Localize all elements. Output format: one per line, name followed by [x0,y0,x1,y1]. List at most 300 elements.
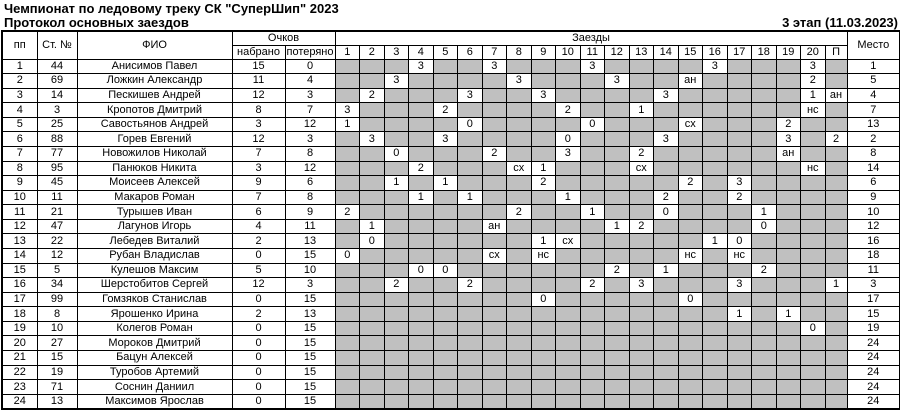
heat-cell [335,146,360,161]
place-cell: 24 [847,380,900,395]
heat-cell [580,132,605,147]
heat-cell [335,365,360,380]
heat-cell [703,292,728,307]
name-cell: Лагунов Игорь [77,219,232,234]
heat-cell [384,59,409,74]
gained-cell: 2 [232,234,285,249]
heat-cell [629,321,654,336]
start-number-cell: 88 [37,132,77,147]
place-cell: 6 [847,176,900,191]
table-row [2,190,900,205]
heat-cell [384,161,409,176]
heat-cell [556,117,581,132]
heat-cell [801,234,826,249]
heat-cell [703,307,728,322]
col-header-heat-4: 4 [409,45,434,59]
heat-cell: 3 [360,132,385,147]
lost-cell: 3 [285,132,335,147]
heat-cell [654,307,679,322]
place-cell: 24 [847,394,900,409]
col-header-heat-14: 14 [654,45,679,59]
heat-cell [801,336,826,351]
lost-cell: 15 [285,321,335,336]
playoff-cell [825,351,847,366]
heat-cell: 3 [629,278,654,293]
heat-cell [384,219,409,234]
heat-cell: 2 [629,219,654,234]
heat-cell [433,380,458,395]
name-cell: Новожилов Николай [77,146,232,161]
heat-cell [458,249,483,264]
heat-cell [703,321,728,336]
heat-cell [458,351,483,366]
heat-cell [458,59,483,74]
heat-cell [629,263,654,278]
heat-cell: 3 [605,74,630,89]
heat-cell [727,351,752,366]
name-cell: Ложкин Александр [77,74,232,89]
lost-cell: 15 [285,292,335,307]
heat-cell: 1 [556,190,581,205]
heat-cell [335,321,360,336]
heat-cell [629,117,654,132]
playoff-cell: ан [825,88,847,103]
lost-cell: 15 [285,394,335,409]
heat-cell [531,132,556,147]
heat-cell [458,103,483,118]
heat-cell [580,234,605,249]
playoff-cell [825,117,847,132]
heat-cell: 3 [654,88,679,103]
heat-cell [335,336,360,351]
heat-cell [678,59,703,74]
col-header-gained: набрано [232,45,285,59]
place-cell: 2 [847,132,900,147]
heat-cell [458,394,483,409]
table-body [2,59,900,409]
heat-cell [629,292,654,307]
heat-cell: 1 [776,307,801,322]
heat-cell [507,321,532,336]
heat-cell [482,321,507,336]
playoff-cell [825,365,847,380]
heat-cell [360,380,385,395]
heat-cell [703,190,728,205]
heat-cell [482,88,507,103]
heat-cell [482,307,507,322]
start-number-cell: 45 [37,176,77,191]
gained-cell: 11 [232,74,285,89]
pp-cell: 13 [2,234,37,249]
heat-cell [433,161,458,176]
place-cell: 17 [847,292,900,307]
heat-cell [776,263,801,278]
gained-cell: 6 [232,205,285,220]
heat-cell [360,74,385,89]
lost-cell: 8 [285,190,335,205]
heat-cell [409,292,434,307]
heat-cell [482,394,507,409]
heat-cell [482,263,507,278]
heat-cell [433,146,458,161]
heat-cell [703,365,728,380]
gained-cell: 0 [232,380,285,395]
playoff-cell [825,103,847,118]
start-number-cell: 11 [37,190,77,205]
playoff-cell [825,321,847,336]
heat-cell [703,146,728,161]
heat-cell [580,351,605,366]
heat-cell [433,74,458,89]
col-header-heat-7: 7 [482,45,507,59]
heat-cell [727,205,752,220]
heat-cell [384,88,409,103]
name-cell: Пескишев Андрей [77,88,232,103]
heat-cell [776,394,801,409]
heat-cell [335,74,360,89]
col-header-pp: пп [2,31,37,59]
heat-cell: 2 [776,117,801,132]
heat-cell [556,88,581,103]
gained-cell: 0 [232,351,285,366]
gained-cell: 0 [232,321,285,336]
start-number-cell: 5 [37,263,77,278]
heat-cell [801,205,826,220]
heat-cell [752,59,777,74]
name-cell: Макаров Роман [77,190,232,205]
heat-cell [458,307,483,322]
table-row [2,59,900,74]
heat-cell [776,190,801,205]
heat-cell [433,219,458,234]
heat-cell: 3 [409,59,434,74]
heat-cell [482,190,507,205]
heat-cell [703,74,728,89]
heat-cell [482,161,507,176]
heat-cell [335,394,360,409]
heat-cell: 1 [384,176,409,191]
heat-cell [580,74,605,89]
heat-cell: 1 [458,190,483,205]
heat-cell [654,380,679,395]
heat-cell [409,117,434,132]
heat-cell [507,292,532,307]
heat-cell: 2 [801,74,826,89]
heat-cell [360,351,385,366]
playoff-cell [825,234,847,249]
heat-cell [801,307,826,322]
heat-cell [703,205,728,220]
heat-cell [556,74,581,89]
heat-cell [384,190,409,205]
heat-cell [360,321,385,336]
heat-cell [482,117,507,132]
heat-cell [384,205,409,220]
heat-cell [703,117,728,132]
playoff-cell [825,219,847,234]
heat-cell [409,132,434,147]
pp-cell: 22 [2,365,37,380]
heat-cell [727,161,752,176]
heat-cell [507,88,532,103]
heat-cell [605,59,630,74]
heat-cell [433,88,458,103]
heat-cell: 0 [801,321,826,336]
heat-cell [727,103,752,118]
pp-cell: 1 [2,59,37,74]
col-header-heat-10: 10 [556,45,581,59]
heat-cell [605,380,630,395]
heat-cell [629,307,654,322]
heat-cell: нс [801,161,826,176]
heat-cell [776,161,801,176]
pp-cell: 14 [2,249,37,264]
name-cell: Шерстобитов Сергей [77,278,232,293]
heat-cell [703,103,728,118]
start-number-cell: 15 [37,351,77,366]
table-row [2,278,900,293]
heat-cell [458,234,483,249]
heat-cell [482,292,507,307]
heat-cell [507,380,532,395]
lost-cell: 10 [285,263,335,278]
lost-cell: 12 [285,161,335,176]
name-cell: Савостьянов Андрей [77,117,232,132]
heat-cell [335,219,360,234]
heat-cell [556,292,581,307]
heat-cell [776,249,801,264]
place-cell: 9 [847,190,900,205]
heat-cell: 2 [654,190,679,205]
heat-cell [433,190,458,205]
heat-cell [605,351,630,366]
heat-cell [654,351,679,366]
heat-cell [752,103,777,118]
col-header-heat-1: 1 [335,45,360,59]
start-number-cell: 47 [37,219,77,234]
heat-cell [727,132,752,147]
heat-cell [335,307,360,322]
table-row [2,365,900,380]
heat-cell [409,365,434,380]
gained-cell: 12 [232,132,285,147]
gained-cell: 0 [232,336,285,351]
lost-cell: 13 [285,307,335,322]
heat-cell [531,321,556,336]
pp-cell: 19 [2,321,37,336]
playoff-cell [825,380,847,395]
name-cell: Турышев Иван [77,205,232,220]
heat-cell [752,249,777,264]
heat-cell [727,321,752,336]
heat-cell [629,234,654,249]
heat-cell [605,117,630,132]
col-header-heat-12: 12 [605,45,630,59]
heat-cell [752,292,777,307]
gained-cell: 12 [232,278,285,293]
lost-cell: 12 [285,117,335,132]
heat-cell: 3 [556,146,581,161]
heat-cell [360,161,385,176]
heat-cell [752,146,777,161]
heat-cell [531,278,556,293]
heat-cell [678,307,703,322]
name-cell: Ярошенко Ирина [77,307,232,322]
table-row [2,74,900,89]
heat-cell [654,365,679,380]
heat-cell: 3 [654,132,679,147]
heat-cell: 3 [384,74,409,89]
heat-cell [629,394,654,409]
place-cell: 16 [847,234,900,249]
heat-cell: 2 [531,176,556,191]
heat-cell [776,59,801,74]
heat-cell [727,146,752,161]
heat-cell [458,219,483,234]
heat-cell [556,249,581,264]
name-cell: Соснин Даниил [77,380,232,395]
table-row [2,351,900,366]
heat-cell: нс [727,249,752,264]
pp-cell: 7 [2,146,37,161]
place-cell: 15 [847,307,900,322]
name-cell: Мороков Дмитрий [77,336,232,351]
name-cell: Панюков Никита [77,161,232,176]
heat-cell [605,176,630,191]
heat-cell [605,132,630,147]
gained-cell: 0 [232,292,285,307]
heat-cell: 1 [335,117,360,132]
heat-cell [531,219,556,234]
lost-cell: 6 [285,176,335,191]
heat-cell [409,234,434,249]
heat-cell [801,278,826,293]
heat-cell [776,176,801,191]
heat-cell [458,336,483,351]
heat-cell: 2 [507,205,532,220]
heat-cell [605,234,630,249]
heat-cell [507,219,532,234]
heat-cell: сх [556,234,581,249]
heat-cell [776,351,801,366]
col-header-heat-8: 8 [507,45,532,59]
start-number-cell: 71 [37,380,77,395]
heat-cell [629,380,654,395]
heat-cell [776,205,801,220]
heat-cell [531,307,556,322]
heat-cell: 1 [629,103,654,118]
table-row [2,161,900,176]
table-header [2,31,900,59]
heat-cell [409,74,434,89]
heat-cell [482,380,507,395]
heat-cell [752,321,777,336]
heat-cell: 0 [556,132,581,147]
heat-cell [384,132,409,147]
heat-cell [703,132,728,147]
heat-cell [629,249,654,264]
heat-cell [507,176,532,191]
heat-cell [654,234,679,249]
heat-cell [776,219,801,234]
heat-cell: 2 [384,278,409,293]
heat-cell [556,59,581,74]
playoff-cell [825,249,847,264]
table-row [2,132,900,147]
heat-cell [335,380,360,395]
heat-cell [629,190,654,205]
heat-cell [727,365,752,380]
start-number-cell: 19 [37,365,77,380]
heat-cell [531,263,556,278]
heat-cell: 0 [458,117,483,132]
heat-cell [531,205,556,220]
heat-cell [556,351,581,366]
protocol-table [1,30,900,410]
pp-cell: 16 [2,278,37,293]
heat-cell [433,292,458,307]
heat-cell [384,394,409,409]
heat-cell [727,219,752,234]
playoff-cell [825,74,847,89]
pp-cell: 5 [2,117,37,132]
heat-cell [360,292,385,307]
heat-cell [605,365,630,380]
heat-cell [801,190,826,205]
gained-cell: 7 [232,146,285,161]
heat-cell [678,190,703,205]
stage-label: 3 этап (11.03.2023) [782,15,898,30]
heat-cell [580,88,605,103]
heat-cell [801,263,826,278]
heat-cell [360,103,385,118]
heat-cell [605,161,630,176]
heat-cell [752,117,777,132]
heat-cell: 3 [507,74,532,89]
heat-cell [776,234,801,249]
heat-cell: 3 [776,132,801,147]
playoff-cell: 2 [825,132,847,147]
heat-cell: 1 [727,307,752,322]
heat-cell [752,365,777,380]
heat-cell [360,307,385,322]
place-cell: 19 [847,321,900,336]
header-row-groups [2,31,900,45]
heat-cell [482,365,507,380]
heat-cell [531,74,556,89]
heat-cell [678,321,703,336]
heat-cell [482,103,507,118]
heat-cell [458,132,483,147]
heat-cell [605,394,630,409]
heat-cell [482,336,507,351]
heat-cell [703,336,728,351]
heat-cell [335,176,360,191]
heat-cell [384,292,409,307]
col-header-heat-20: 20 [801,45,826,59]
heat-cell [678,161,703,176]
pp-cell: 9 [2,176,37,191]
heat-cell [433,278,458,293]
place-cell: 7 [847,103,900,118]
heat-cell [507,117,532,132]
heat-cell [605,307,630,322]
heat-cell [580,190,605,205]
heat-cell: 0 [335,249,360,264]
heat-cell [409,394,434,409]
heat-cell: 3 [580,59,605,74]
heat-cell [360,336,385,351]
